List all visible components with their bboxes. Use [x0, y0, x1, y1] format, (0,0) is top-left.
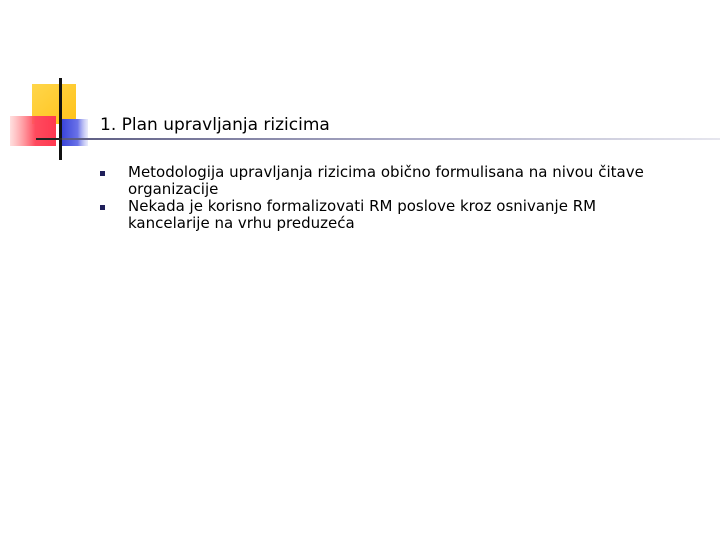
- decor-red-bar: [10, 116, 56, 146]
- bullet-list: [100, 164, 660, 232]
- list-item: [100, 198, 660, 232]
- title-underline: [62, 138, 720, 140]
- bullet-text: Nekada je korisno formalizovati RM poslove kroz osnivanje RM kancelarije na vrhu preduzeća: [128, 197, 597, 232]
- decor-blue-bar: [62, 119, 88, 146]
- list-item: [100, 164, 660, 198]
- decor-vertical-line: [59, 78, 62, 160]
- square-bullet-icon: [100, 205, 105, 210]
- square-bullet-icon: [100, 171, 105, 176]
- slide-title: 1. Plan upravljanja rizicima: [100, 115, 330, 135]
- bullet-text: Metodologija upravljanja rizicima obično formulisana na nivou čitave organizacije: [128, 163, 644, 198]
- title-decoration: [0, 0, 720, 170]
